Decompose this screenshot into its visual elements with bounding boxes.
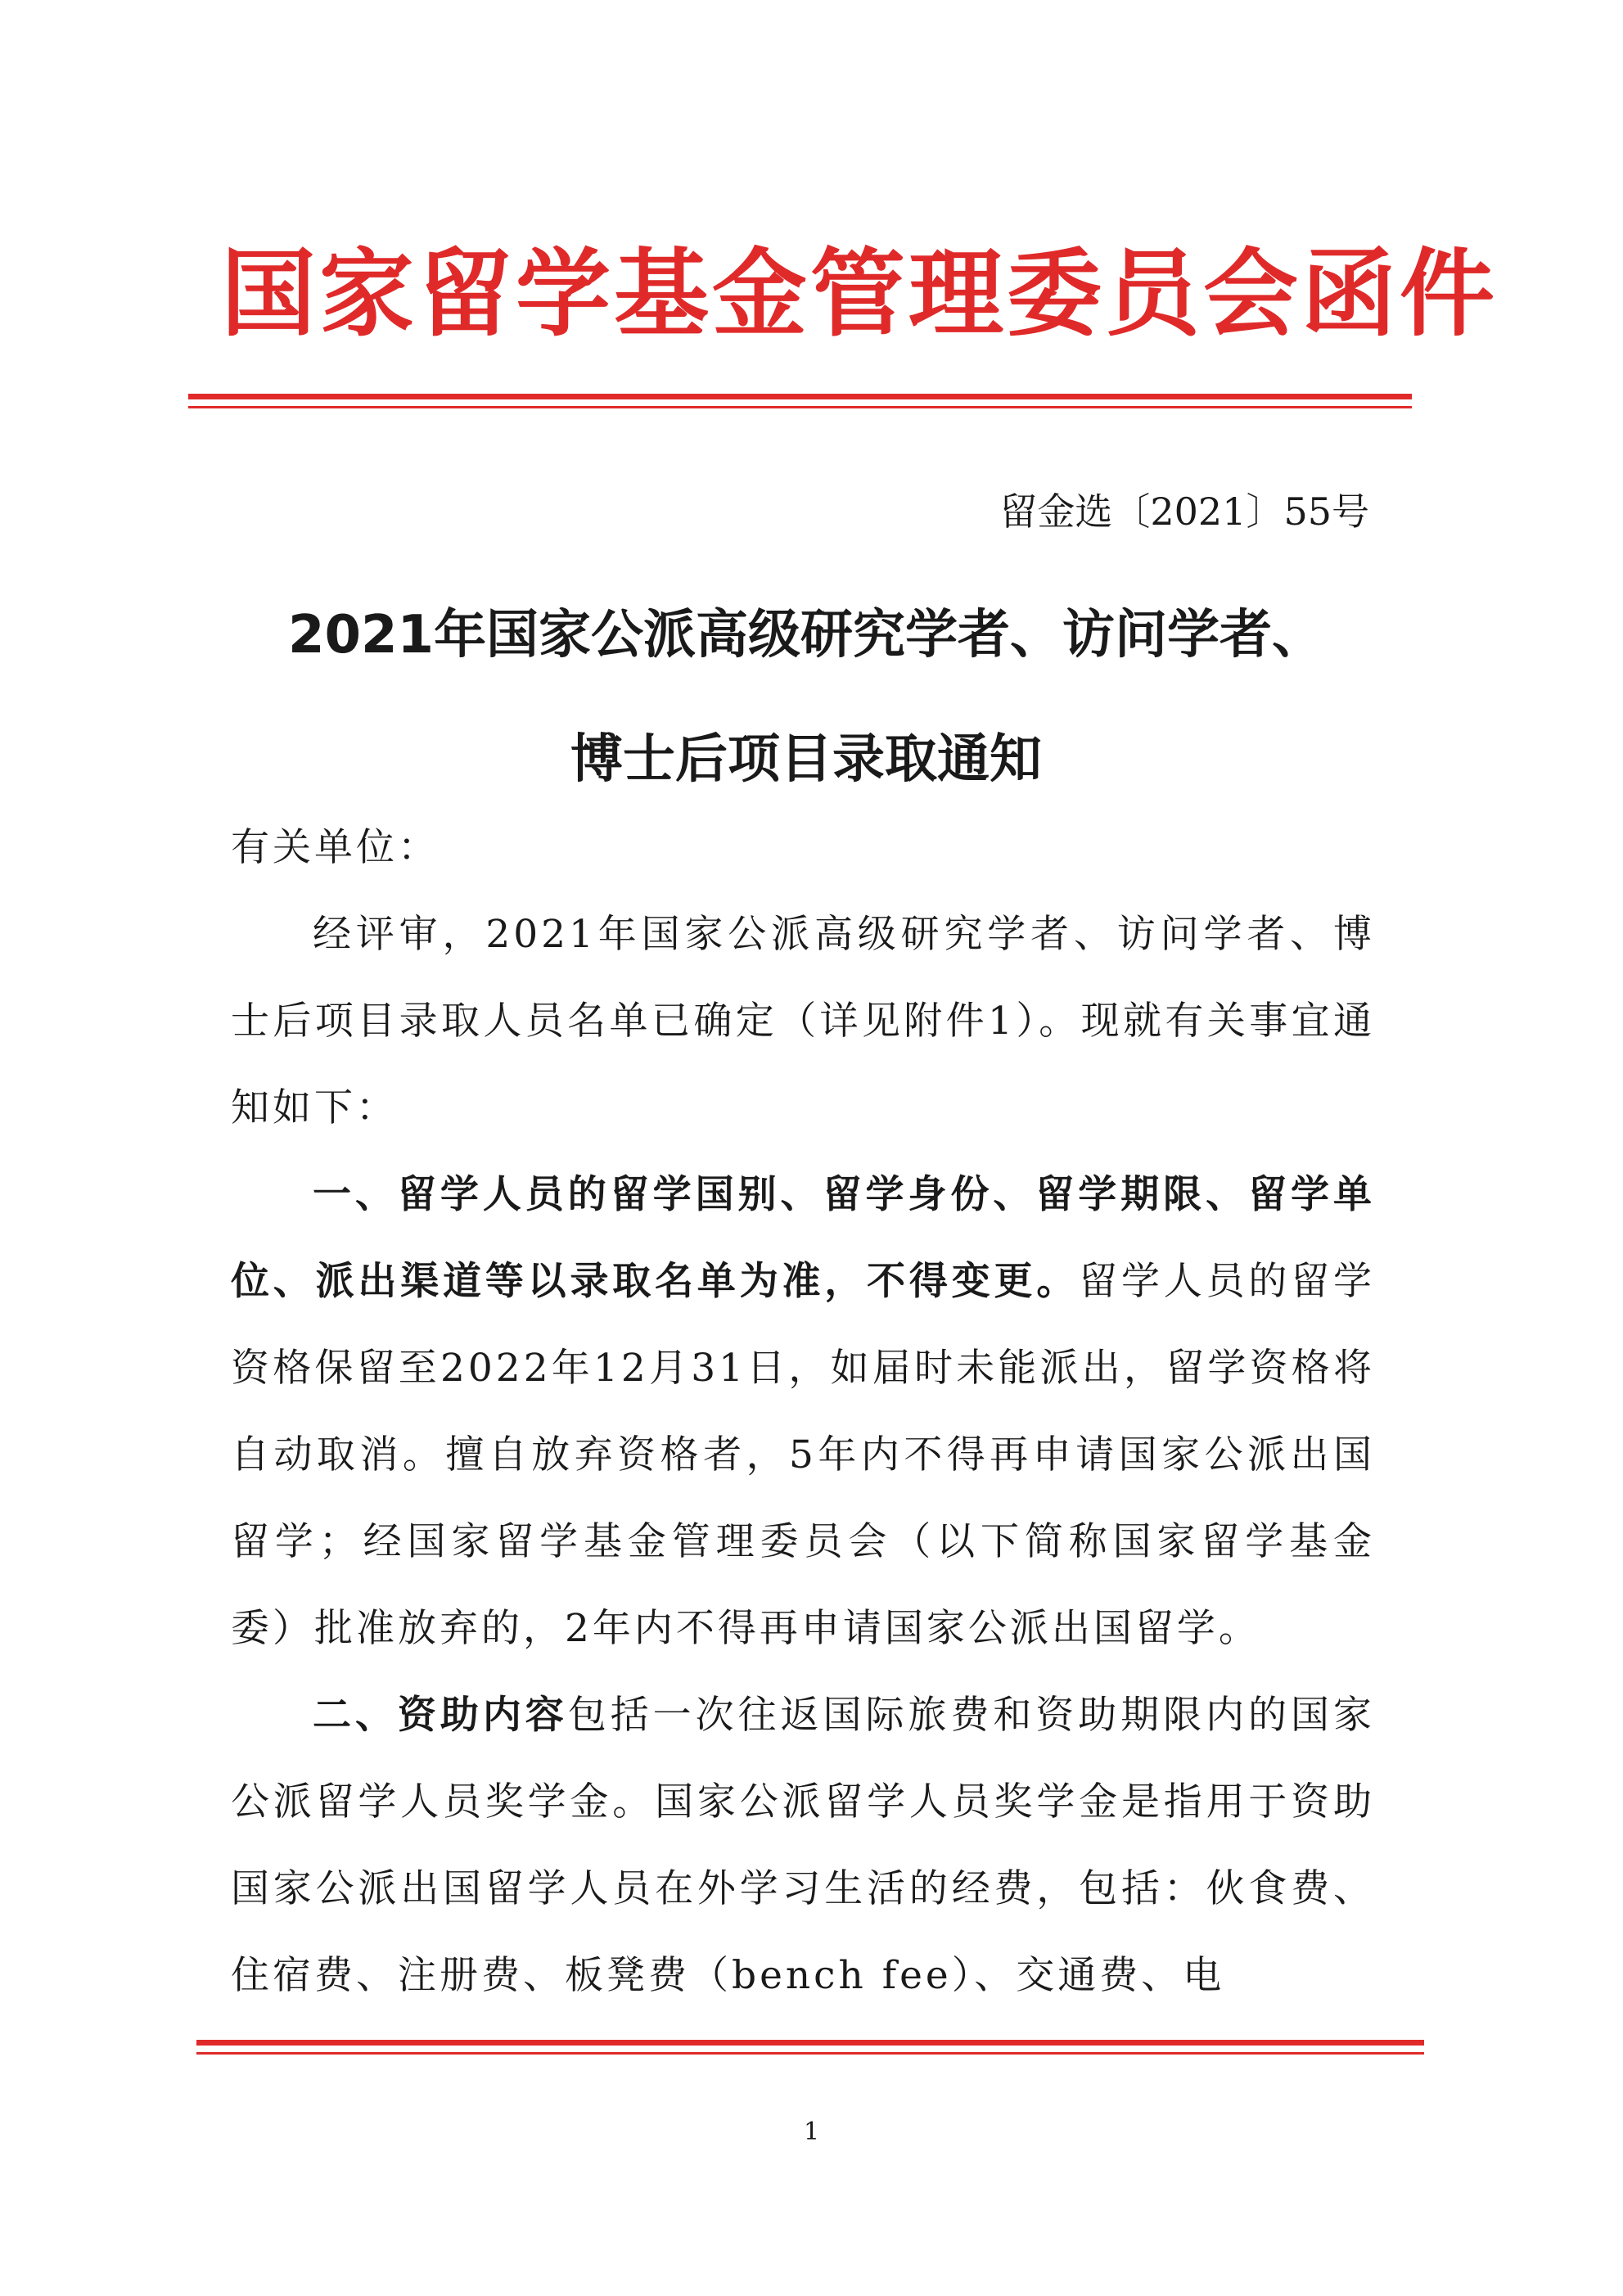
salutation: 有关单位： [231,825,440,870]
paragraph-1: 经评审，2021年国家公派高级研究学者、访问学者、博士后项目录取人员名单已确定（详见附件1）。现就有关事宜通知如下： [231,912,1375,1130]
document-body [231,805,1375,2019]
red-rule-top-thick [188,394,1412,399]
paragraph-2-text: 留学人员的留学资格保留至2022年12月31日，如届时未能派出，留学资格将自动取消。擅自放弃资格者，5年内不得再申请国家公派出国留学；经国家留学基金管理委员会（以下简称国家留学基金委）批准放弃的，2年内不得再申请国家公派出国留学。 [231,1259,1376,1651]
document-title [205,573,1408,822]
paragraph-2-heading: 一、留学人员的留学国别、留学身份、留学期限、留学单位、派出渠道等以录取名单为准，不得变更。 [231,1172,1375,1304]
red-rule-bottom-thick [196,2040,1424,2046]
paragraph-2 [231,1152,1375,1672]
red-rule-top-thin [188,406,1412,408]
paragraph-3 [231,1672,1375,2019]
paragraph-3-heading: 二、资助内容 [313,1693,568,1738]
title-line-2: 博士后项目录取通知 [570,729,1042,790]
letterhead-title: 国家留学基金管理委员会函件 [221,239,1498,350]
paragraph-3-text: 包括一次往返国际旅费和资助期限内的国家公派留学人员奖学金。国家公派留学人员奖学金是指用于资助国家公派出国留学人员在外学习生活的经费，包括：伙食费、住宿费、注册费、板凳费（bench fee）、交通费、电 [231,1693,1375,1998]
page-number: 1 [803,2118,820,2146]
red-rule-bottom-thin [196,2052,1424,2055]
title-line-1: 2021年国家公派高级研究学者、访问学者、 [287,605,1325,665]
document-number: 留金选〔2021〕55号 [999,489,1369,534]
